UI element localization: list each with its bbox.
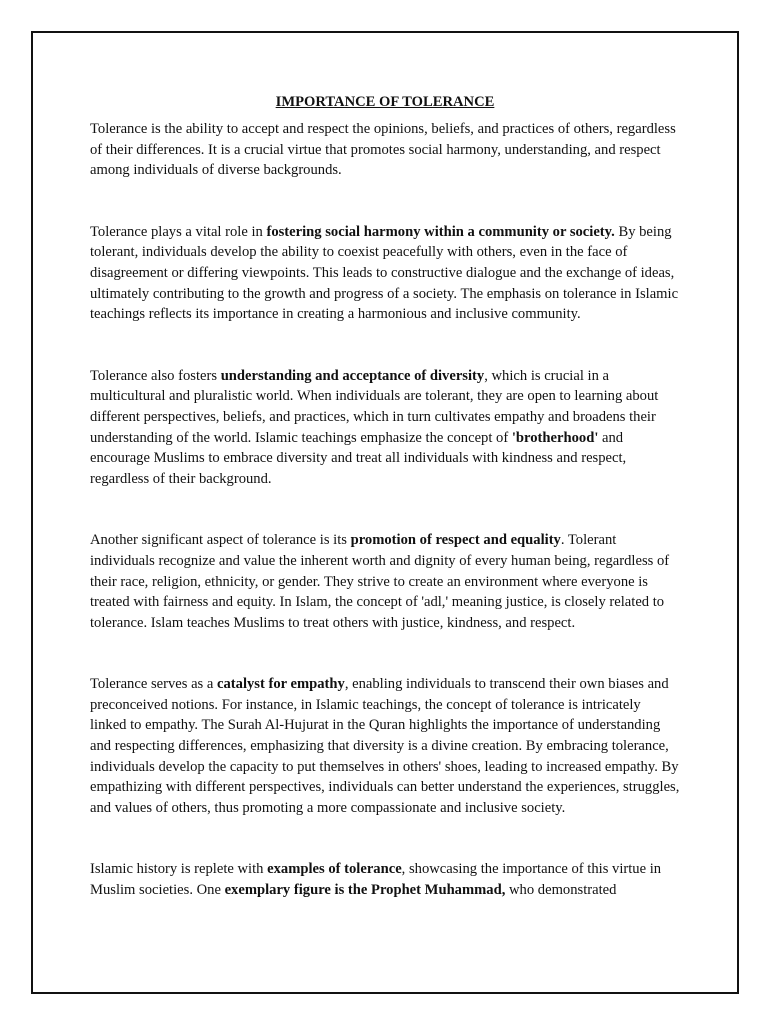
paragraph-text: Another significant aspect of tolerance is its (90, 532, 351, 549)
paragraph-text: and encourage Muslims to embrace diversity and treat all individuals with kindness and respect, regardless of their background. (90, 429, 627, 487)
bold-phrase: exemplary figure is the Prophet Muhammad, (224, 882, 506, 899)
document-title: IMPORTANCE OF TOLERANCE (275, 94, 495, 110)
paragraph-definition (90, 119, 680, 181)
paragraph-islamic-history (90, 859, 680, 900)
paragraph-text: Tolerance plays a vital role in (90, 223, 267, 240)
paragraph-text: who demonstrated (505, 882, 617, 899)
paragraph-text: , enabling individuals to transcend their own biases and preconceived notions. For instance, in Islamic teachings, the concept of tolerance is intricately linked to empathy. The Surah Al-Hujurat in the Quran highlights the importance of understanding and respecting differences, emphasizing that diversity is a divine creation. By embracing tolerance, individuals develop the capacity to put themselves in others' shoes, leading to increased empathy. By empathizing with different perspectives, individuals can better understand the experiences, struggles, and values of others, thus promoting a more compassionate and inclusive society. (90, 676, 680, 816)
document-body (90, 93, 680, 901)
bold-phrase: 'brotherhood' (511, 429, 599, 446)
paragraph-text: Tolerance is the ability to accept and respect the opinions, beliefs, and practices of others, regardless of their differences. It is a crucial virtue that promotes social harmony, understanding, and respect among individuals of diverse backgrounds. (90, 121, 676, 179)
bold-phrase: fostering social harmony within a community or society. (266, 223, 615, 240)
bold-phrase: examples of tolerance (267, 861, 402, 878)
paragraph-social-harmony (90, 222, 680, 325)
paragraph-respect-equality (90, 530, 680, 633)
paragraph-text: . Tolerant individuals recognize and value the inherent worth and dignity of every human being, regardless of their race, religion, ethnicity, or gender. They strive to create an environment where everyone is treated with fairness and equity. In Islam, the concept of 'adl,' meaning justice, is closely related to tolerance. Islam teaches Muslims to treat others with justice, kindness, and respect. (90, 532, 670, 631)
bold-phrase: understanding and acceptance of diversity (220, 367, 485, 384)
paragraph-diversity (90, 366, 680, 490)
paragraph-empathy (90, 674, 680, 818)
paragraph-text: Islamic history is replete with (90, 861, 268, 878)
bold-phrase: promotion of respect and equality (350, 532, 561, 549)
paragraph-text: , showcasing the importance of this virtue in Muslim societies. One (90, 861, 662, 899)
paragraph-text: , which is crucial in a multicultural and pluralistic world. When individuals are tolerant, they are open to learning about different perspectives, beliefs, and practices, which in turn cultivates empathy and broadens their understanding of the world. Islamic teachings emphasize the concept of (90, 367, 659, 446)
bold-phrase: catalyst for empathy (217, 676, 345, 693)
paragraph-text: Tolerance serves as a (90, 676, 218, 693)
paragraph-text: By being tolerant, individuals develop the ability to coexist peacefully with others, even in the face of disagreement or differing viewpoints. This leads to constructive dialogue and the exchange of ideas, ultimately contributing to the growth and progress of a society. The emphasis on tolerance in Islamic teachings reflects its importance in creating a harmonious and inclusive community. (90, 223, 679, 323)
paragraph-text: Tolerance also fosters (90, 367, 221, 384)
